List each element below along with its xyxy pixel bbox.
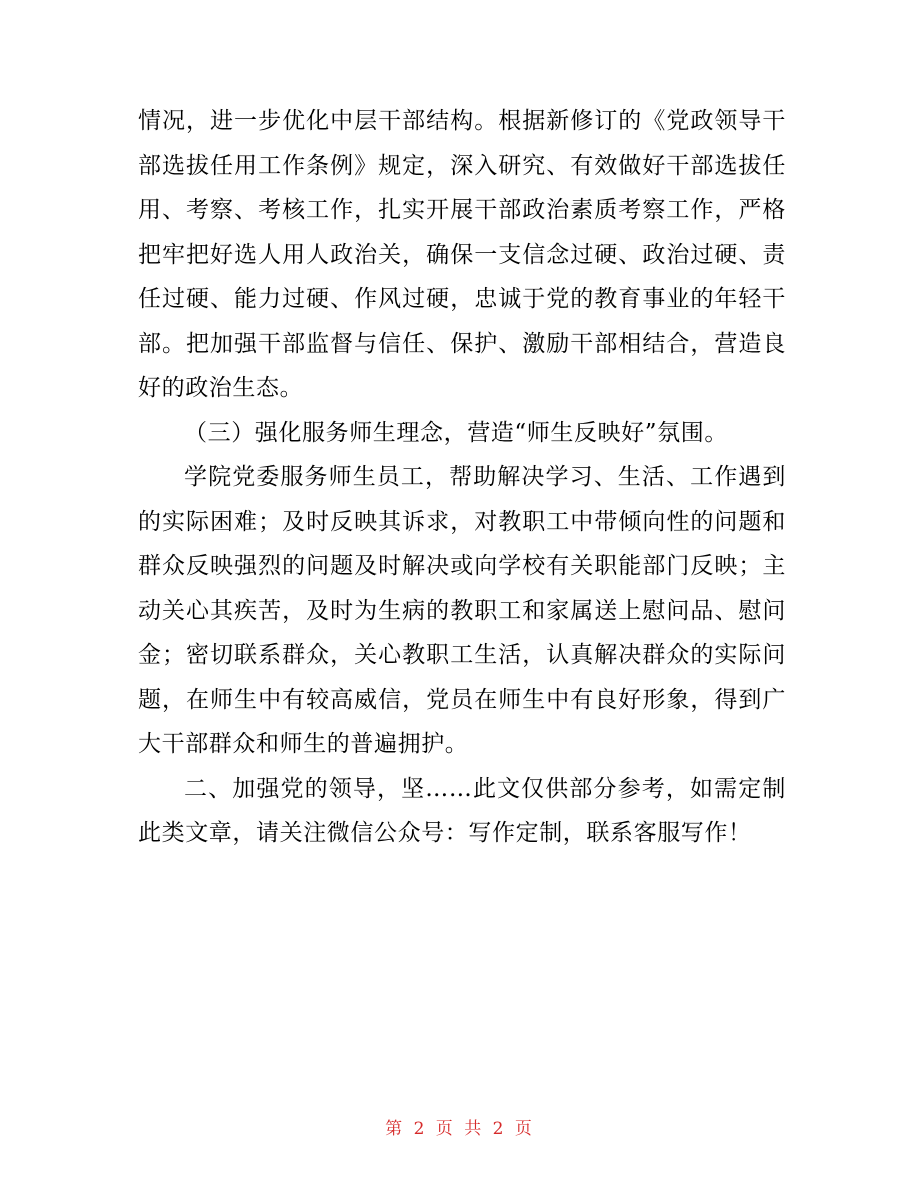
paragraph-closing-notice: 二、加强党的领导，坚……此文仅供部分参考，如需定制此类文章，请关注微信公众号：写作定制，联系客服写作！ [138, 775, 786, 846]
document-body [138, 99, 786, 856]
section-heading-service: （三）强化服务师生理念，营造“师生反映好”氛围。 [184, 419, 728, 446]
paragraph-service-details: 学院党委服务师生员工，帮助解决学习、生活、工作遇到的实际困难；及时反映其诉求，对教职工中带倾向性的问题和群众反映强烈的问题及时解决或向学校有关职能部门反映；主动关心其疾苦，及时为生病的教职工和家属送上慰问品、慰问金；密切联系群众，关心教职工生活，认真解决群众的实际问题，在师生中有较高威信，党员在师生中有良好形象，得到广大干部群众和师生的普遍拥护。 [138, 464, 786, 757]
page-number-footer: 第 2 页 共 2 页 [385, 1119, 535, 1139]
paragraph-cadre-structure: 情况，进一步优化中层干部结构。根据新修订的《党政领导干部选拔任用工作条例》规定，深入研究、有效做好干部选拔任用、考察、考核工作，扎实开展干部政治素质考察工作，严格把牢把好选人用人政治关，确保一支信念过硬、政治过硬、责任过硬、能力过硬、作风过硬，忠诚于党的教育事业的年轻干部。把加强干部监督与信任、保护、激励干部相结合，营造良好的政治生态。 [138, 108, 786, 401]
